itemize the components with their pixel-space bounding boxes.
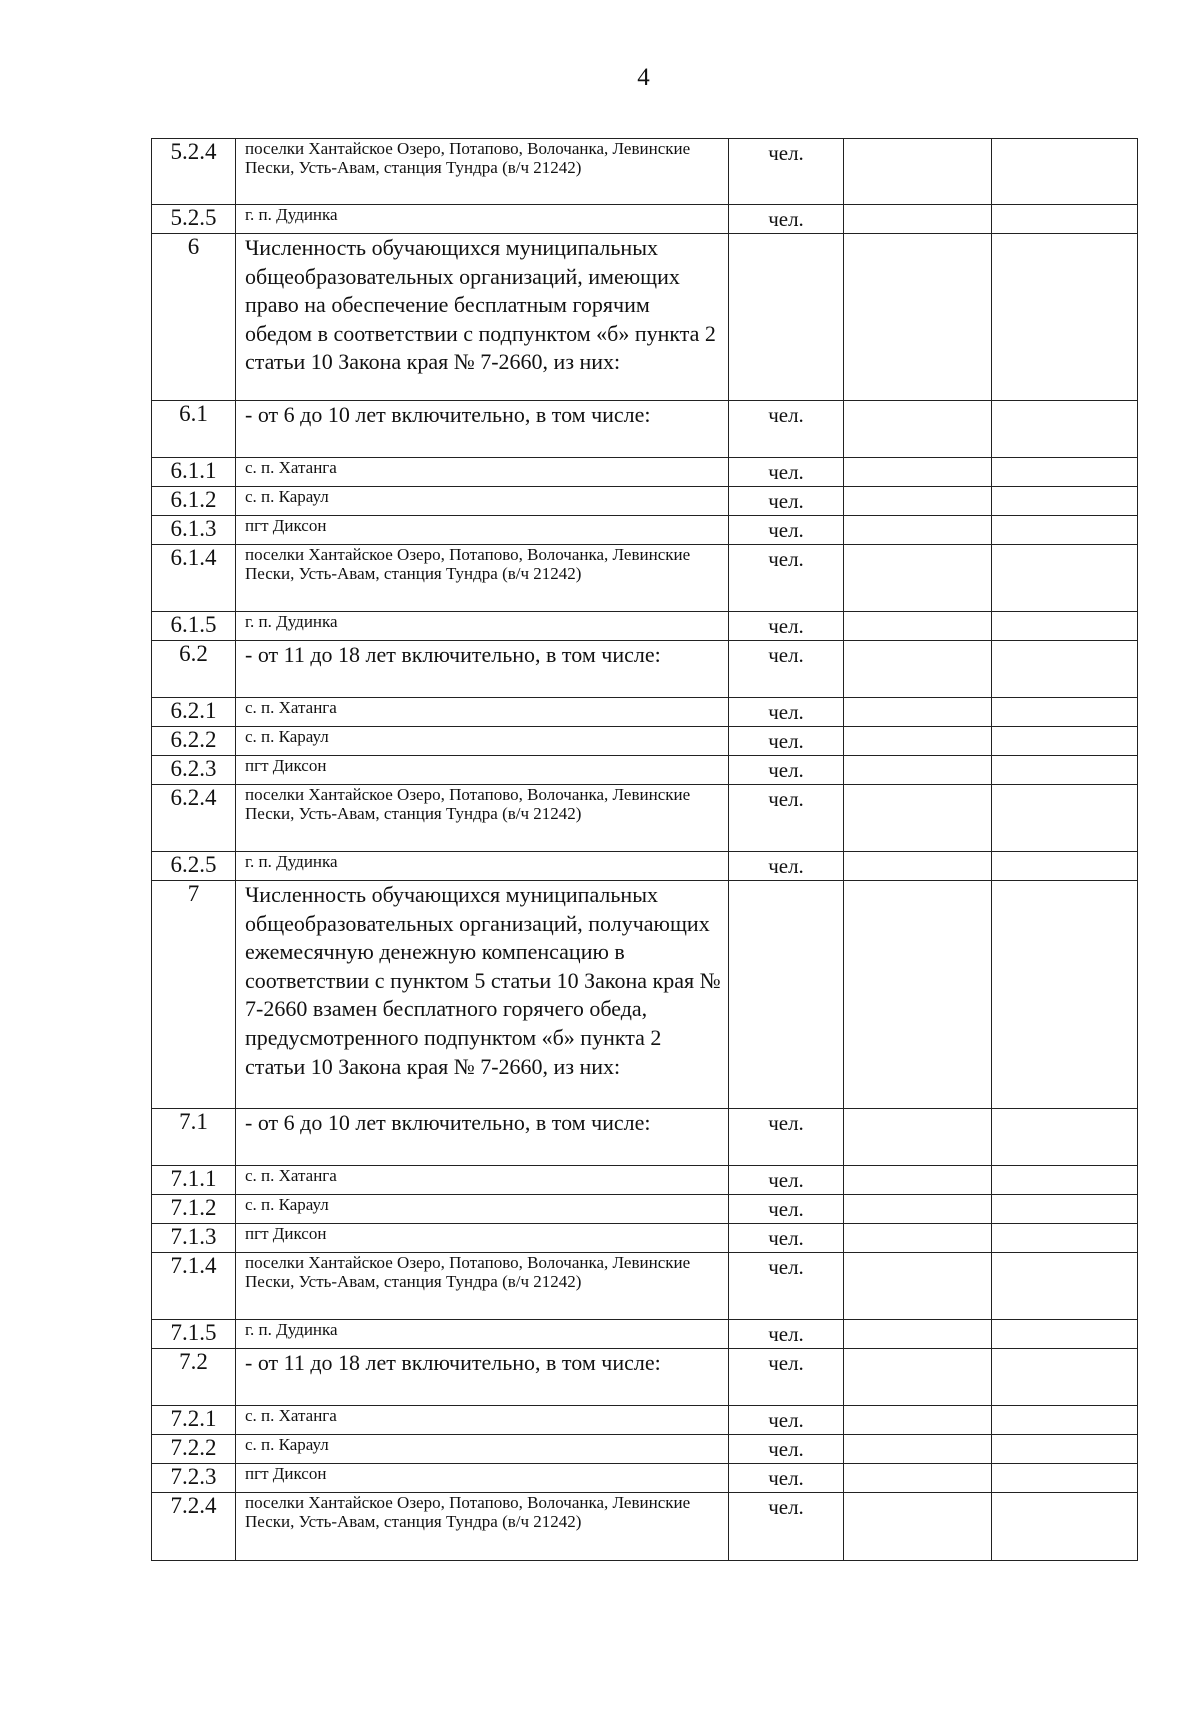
row-description: с. п. Караул (236, 1435, 729, 1464)
row-unit: чел. (729, 852, 844, 881)
table-row (152, 1253, 1138, 1320)
table-row (152, 1166, 1138, 1195)
row-number: 5.2.4 (152, 139, 236, 205)
table-row (152, 612, 1138, 641)
row-value-cell (844, 1349, 992, 1406)
row-unit: чел. (729, 612, 844, 641)
row-value-cell (992, 1109, 1138, 1166)
row-number: 7.1.2 (152, 1195, 236, 1224)
row-value-cell (992, 1435, 1138, 1464)
row-number: 6.1 (152, 401, 236, 458)
row-value-cell (992, 1224, 1138, 1253)
row-value-cell (992, 1464, 1138, 1493)
row-value-cell (992, 1493, 1138, 1561)
row-unit: чел. (729, 458, 844, 487)
row-unit (729, 881, 844, 1109)
row-unit: чел. (729, 1320, 844, 1349)
row-value-cell (992, 1320, 1138, 1349)
row-description: - от 6 до 10 лет включительно, в том числе: (236, 401, 729, 458)
row-description: - от 6 до 10 лет включительно, в том числе: (236, 1109, 729, 1166)
row-unit: чел. (729, 1464, 844, 1493)
row-value-cell (844, 234, 992, 401)
table-row (152, 785, 1138, 852)
row-description: - от 11 до 18 лет включительно, в том числе: (236, 1349, 729, 1406)
row-number: 7.1.1 (152, 1166, 236, 1195)
row-number: 7.2 (152, 1349, 236, 1406)
row-value-cell (844, 516, 992, 545)
table-row (152, 1320, 1138, 1349)
row-number: 6.2.4 (152, 785, 236, 852)
table-row (152, 1224, 1138, 1253)
row-description: с. п. Хатанга (236, 698, 729, 727)
row-value-cell (844, 1109, 992, 1166)
row-description: поселки Хантайское Озеро, Потапово, Волочанка, Левинские Пески, Усть-Авам, станция Тундра (в/ч 21242) (236, 1493, 729, 1561)
row-description: с. п. Караул (236, 727, 729, 756)
row-value-cell (844, 756, 992, 785)
row-value-cell (992, 458, 1138, 487)
table-row (152, 698, 1138, 727)
row-unit: чел. (729, 401, 844, 458)
table-row (152, 881, 1138, 1109)
row-description: с. п. Хатанга (236, 1406, 729, 1435)
row-unit: чел. (729, 1224, 844, 1253)
table-row (152, 458, 1138, 487)
row-value-cell (992, 545, 1138, 612)
row-number: 6.1.5 (152, 612, 236, 641)
row-value-cell (844, 401, 992, 458)
row-value-cell (844, 1320, 992, 1349)
row-number: 7 (152, 881, 236, 1109)
row-value-cell (844, 641, 992, 698)
row-description: Численность обучающихся муниципальных общеобразовательных организаций, имеющих право на обеспечение бесплатным горячим обедом в соответствии с подпунктом «б» пункта 2 статьи 10 Закона края № 7-2660, из них: (236, 234, 729, 401)
row-value-cell (844, 139, 992, 205)
row-value-cell (844, 1253, 992, 1320)
row-description: г. п. Дудинка (236, 852, 729, 881)
row-description: поселки Хантайское Озеро, Потапово, Волочанка, Левинские Пески, Усть-Авам, станция Тундра (в/ч 21242) (236, 785, 729, 852)
row-number: 7.1 (152, 1109, 236, 1166)
row-unit: чел. (729, 139, 844, 205)
row-number: 6.2.2 (152, 727, 236, 756)
table-body (152, 139, 1138, 1561)
row-number: 6.1.2 (152, 487, 236, 516)
row-value-cell (992, 1349, 1138, 1406)
row-description: - от 11 до 18 лет включительно, в том числе: (236, 641, 729, 698)
table-row (152, 727, 1138, 756)
row-value-cell (992, 756, 1138, 785)
row-value-cell (844, 698, 992, 727)
row-value-cell (844, 1493, 992, 1561)
table-row (152, 516, 1138, 545)
row-number: 6.2.3 (152, 756, 236, 785)
row-unit (729, 234, 844, 401)
row-value-cell (844, 1464, 992, 1493)
row-value-cell (844, 1406, 992, 1435)
row-number: 6.1.4 (152, 545, 236, 612)
row-value-cell (844, 881, 992, 1109)
row-value-cell (844, 458, 992, 487)
row-number: 6 (152, 234, 236, 401)
row-value-cell (992, 205, 1138, 234)
row-unit: чел. (729, 641, 844, 698)
row-unit: чел. (729, 756, 844, 785)
row-value-cell (992, 1406, 1138, 1435)
row-number: 7.2.3 (152, 1464, 236, 1493)
row-value-cell (992, 401, 1138, 458)
row-description: г. п. Дудинка (236, 1320, 729, 1349)
row-number: 7.2.4 (152, 1493, 236, 1561)
row-unit: чел. (729, 698, 844, 727)
table-row (152, 205, 1138, 234)
row-value-cell (992, 1166, 1138, 1195)
row-value-cell (844, 1435, 992, 1464)
row-description: пгт Диксон (236, 516, 729, 545)
table-row (152, 545, 1138, 612)
table-row (152, 641, 1138, 698)
row-unit: чел. (729, 1349, 844, 1406)
row-number: 7.1.3 (152, 1224, 236, 1253)
row-value-cell (992, 641, 1138, 698)
row-value-cell (992, 1195, 1138, 1224)
row-description: пгт Диксон (236, 1464, 729, 1493)
table-row (152, 756, 1138, 785)
row-number: 6.2 (152, 641, 236, 698)
row-number: 6.2.1 (152, 698, 236, 727)
row-description: поселки Хантайское Озеро, Потапово, Волочанка, Левинские Пески, Усть-Авам, станция Тундра (в/ч 21242) (236, 545, 729, 612)
row-value-cell (844, 487, 992, 516)
row-description: с. п. Хатанга (236, 1166, 729, 1195)
row-value-cell (844, 545, 992, 612)
row-value-cell (992, 1253, 1138, 1320)
row-value-cell (992, 727, 1138, 756)
row-value-cell (844, 612, 992, 641)
row-unit: чел. (729, 545, 844, 612)
row-unit: чел. (729, 1406, 844, 1435)
row-number: 7.1.5 (152, 1320, 236, 1349)
row-number: 7.1.4 (152, 1253, 236, 1320)
row-unit: чел. (729, 205, 844, 234)
row-unit: чел. (729, 487, 844, 516)
row-description: г. п. Дудинка (236, 205, 729, 234)
row-value-cell (992, 487, 1138, 516)
row-number: 6.1.3 (152, 516, 236, 545)
row-description: поселки Хантайское Озеро, Потапово, Волочанка, Левинские Пески, Усть-Авам, станция Тундра (в/ч 21242) (236, 1253, 729, 1320)
row-description: г. п. Дудинка (236, 612, 729, 641)
row-value-cell (992, 852, 1138, 881)
row-description: с. п. Караул (236, 1195, 729, 1224)
row-description: пгт Диксон (236, 1224, 729, 1253)
row-number: 6.1.1 (152, 458, 236, 487)
row-value-cell (992, 612, 1138, 641)
row-unit: чел. (729, 516, 844, 545)
row-value-cell (844, 852, 992, 881)
table-row (152, 139, 1138, 205)
row-value-cell (992, 881, 1138, 1109)
row-unit: чел. (729, 727, 844, 756)
row-value-cell (844, 1195, 992, 1224)
table-row (152, 487, 1138, 516)
row-unit: чел. (729, 785, 844, 852)
table-row (152, 1493, 1138, 1561)
row-description: поселки Хантайское Озеро, Потапово, Волочанка, Левинские Пески, Усть-Авам, станция Тундра (в/ч 21242) (236, 139, 729, 205)
row-description: с. п. Хатанга (236, 458, 729, 487)
row-value-cell (992, 698, 1138, 727)
row-unit: чел. (729, 1166, 844, 1195)
row-value-cell (844, 785, 992, 852)
row-number: 5.2.5 (152, 205, 236, 234)
row-unit: чел. (729, 1195, 844, 1224)
row-unit: чел. (729, 1493, 844, 1561)
table-row (152, 1349, 1138, 1406)
row-unit: чел. (729, 1109, 844, 1166)
row-unit: чел. (729, 1253, 844, 1320)
row-value-cell (992, 516, 1138, 545)
table-row (152, 234, 1138, 401)
row-description: с. п. Караул (236, 487, 729, 516)
table-row (152, 852, 1138, 881)
row-description: пгт Диксон (236, 756, 729, 785)
row-number: 7.2.1 (152, 1406, 236, 1435)
table-row (152, 1406, 1138, 1435)
page-number: 4 (637, 64, 650, 91)
row-value-cell (844, 205, 992, 234)
row-number: 6.2.5 (152, 852, 236, 881)
row-unit: чел. (729, 1435, 844, 1464)
table-row (152, 401, 1138, 458)
row-value-cell (844, 1224, 992, 1253)
row-value-cell (992, 234, 1138, 401)
row-description: Численность обучающихся муниципальных общеобразовательных организаций, получающих ежемесячную денежную компенсацию в соответствии с пунктом 5 статьи 10 Закона края № 7-2660 взамен бесплатного горячего обеда, предусмотренного подпунктом «б» пункта 2 статьи 10 Закона края № 7-2660, из них: (236, 881, 729, 1109)
table-row (152, 1435, 1138, 1464)
row-number: 7.2.2 (152, 1435, 236, 1464)
table-row (152, 1195, 1138, 1224)
table-row (152, 1464, 1138, 1493)
row-value-cell (844, 1166, 992, 1195)
row-value-cell (992, 139, 1138, 205)
row-value-cell (844, 727, 992, 756)
table-row (152, 1109, 1138, 1166)
row-value-cell (992, 785, 1138, 852)
indicator-table (151, 138, 1138, 1561)
